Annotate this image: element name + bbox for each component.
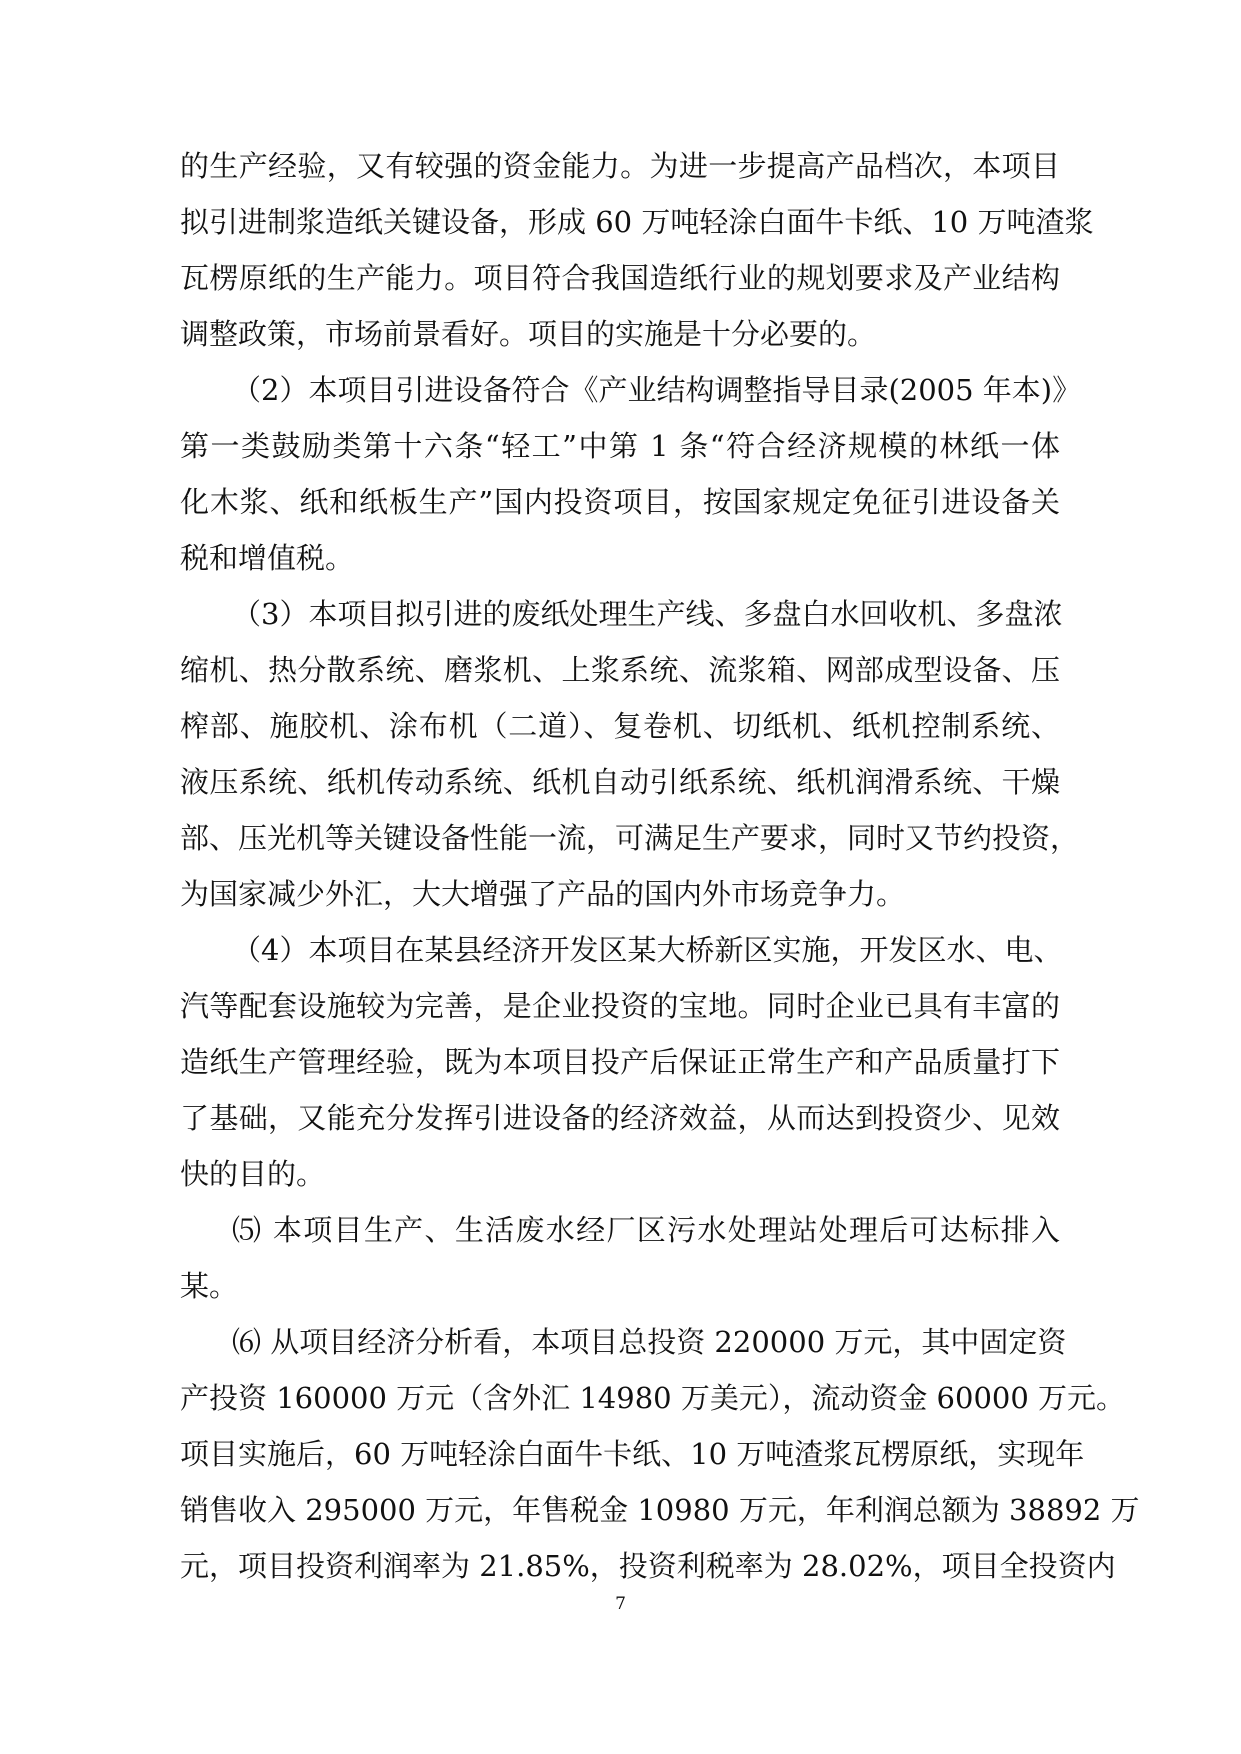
text-line: 的生产经验，又有较强的资金能力。为进一步提高产品档次，本项目 [180,149,1060,183]
text-line: 造纸生产管理经验，既为本项目投产后保证正常生产和产品质量打下 [180,1045,1060,1079]
page-number: 7 [615,1594,626,1614]
text-line: 第一类鼓励类第十六条“轻工”中第 1 条“符合经济规模的林纸一体 [180,429,1060,463]
text-line: 为国家减少外汇，大大增强了产品的国内外市场竞争力。 [180,877,906,911]
text-line: 榨部、施胶机、涂布机（二道）、复卷机、切纸机、纸机控制系统、 [180,709,1060,743]
text-line: 汽等配套设施较为完善，是企业投资的宝地。同时企业已具有丰富的 [180,989,1060,1023]
text-line: 化木浆、纸和纸板生产”国内投资项目，按国家规定免征引进设备关 [180,485,1060,519]
text-line: 某。 [180,1269,239,1303]
text-line: 缩机、热分散系统、磨浆机、上浆系统、流浆箱、网部成型设备、压 [180,653,1060,687]
text-line: 调整政策，市场前景看好。项目的实施是十分必要的。 [180,317,877,351]
text-line: 了基础，又能充分发挥引进设备的经济效益，从而达到投资少、见效 [180,1101,1060,1135]
text-line: 部、压光机等关键设备性能一流，可满足生产要求，同时又节约投资， [180,821,1080,855]
text-line: 元，项目投资利润率为 21.85%，投资利税率为 28.02%，项目全投资内 [180,1549,1116,1583]
text-line: 快的目的。 [180,1157,326,1191]
text-line: 产投资 160000 万元（含外汇 14980 万美元），流动资金 60000 万元。 [180,1381,1126,1415]
paragraph-start-2: （2）本项目引进设备符合《产业结构调整指导目录(2005 年本)》 [232,373,1082,407]
paragraph-start-6: ⑹ 从项目经济分析看，本项目总投资 220000 万元，其中固定资 [232,1325,1067,1359]
text-line: 拟引进制浆造纸关键设备，形成 60 万吨轻涂白面牛卡纸、10 万吨渣浆 [180,205,1094,239]
paragraph-start-4: （4）本项目在某县经济开发区某大桥新区实施，开发区水、电、 [232,933,1063,967]
paragraph-start-3: （3）本项目拟引进的废纸处理生产线、多盘白水回收机、多盘浓 [232,597,1063,631]
text-line: 税和增值税。 [180,541,355,575]
text-line: 销售收入 295000 万元，年售税金 10980 万元，年利润总额为 38892 万 [180,1493,1140,1527]
paragraph-start-5: ⑸ 本项目生产、生活废水经厂区污水处理站处理后可达标排入 [232,1213,1060,1247]
text-line: 瓦楞原纸的生产能力。项目符合我国造纸行业的规划要求及产业结构 [180,261,1060,295]
text-line: 项目实施后，60 万吨轻涂白面牛卡纸、10 万吨渣浆瓦楞原纸，实现年 [180,1437,1085,1471]
text-line: 液压系统、纸机传动系统、纸机自动引纸系统、纸机润滑系统、干燥 [180,765,1060,799]
